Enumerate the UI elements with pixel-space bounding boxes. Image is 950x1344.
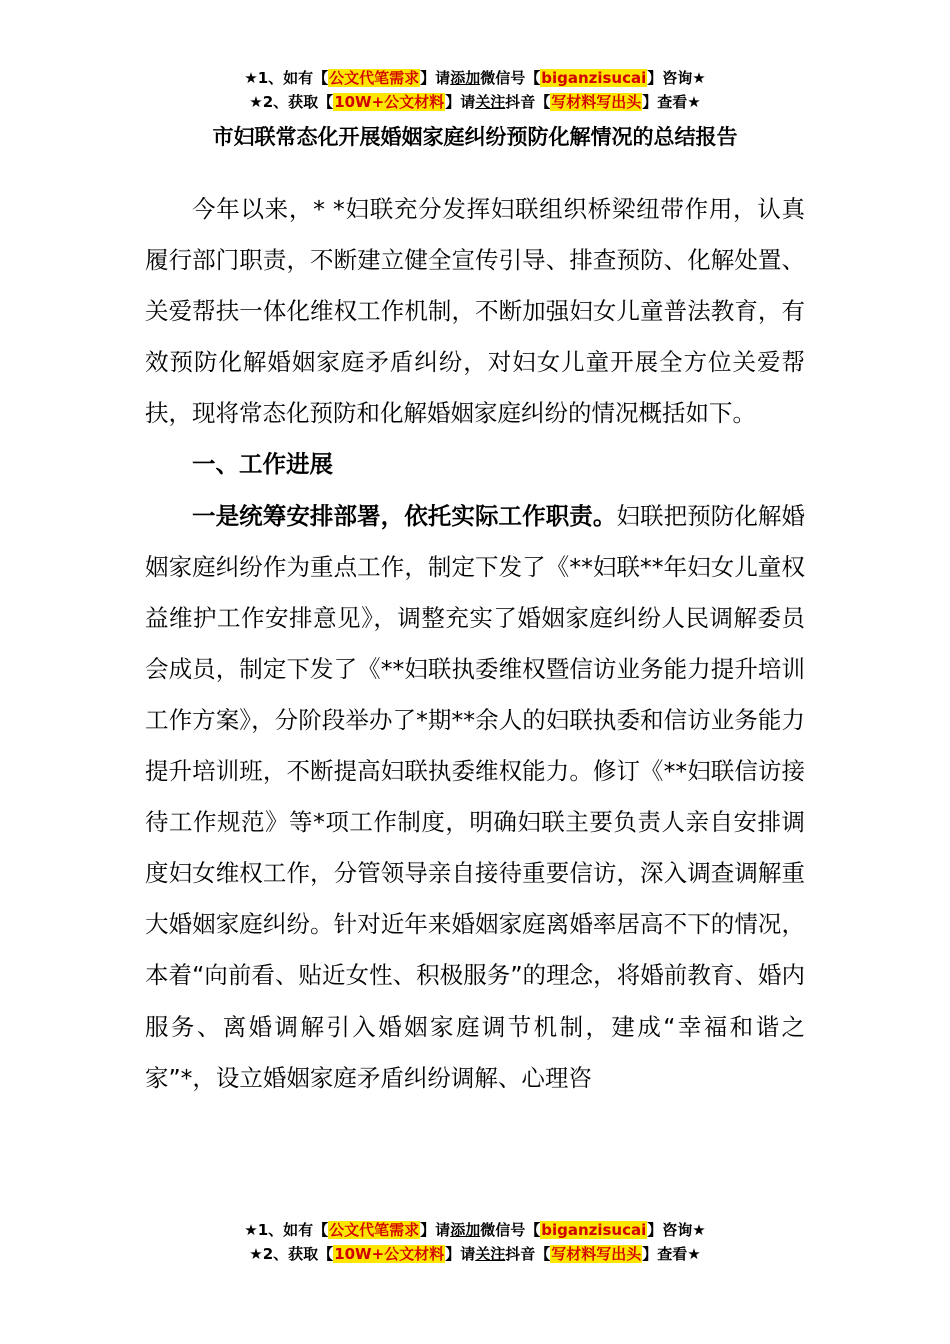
banner-line-1 [0,66,950,90]
banner-line-1 [0,1218,950,1242]
banner-text: 】查看★ [642,93,701,111]
banner-highlight: 10W+公文材料 [334,93,445,111]
banner-highlight: biganzisucai [541,1221,647,1239]
banner-text: 】咨询★ [647,69,706,87]
point-lead: 一是统筹安排部署，依托实际工作职责。 [192,501,617,530]
banner-text: 】请 [445,1245,476,1263]
banner-text: 】请 [420,1221,451,1239]
section-heading: 一、工作进展 [192,450,333,479]
document-body [145,184,805,1104]
banner-text: 抖音【 [505,1245,551,1263]
banner-line-2 [0,90,950,114]
banner-text: ★2、获取【 [249,93,334,111]
banner-highlight: 10W+公文材料 [334,1245,445,1263]
banner-underline: 添加 [450,1221,481,1239]
document-title: 市妇联常态化开展婚姻家庭纠纷预防化解情况的总结报告 [212,125,738,149]
banner-highlight: 写材料写出头 [551,93,642,111]
banner-text: ★1、如有【 [244,69,329,87]
point-paragraph [145,491,805,1104]
banner-highlight: 写材料写出头 [551,1245,642,1263]
banner-line-2 [0,1242,950,1266]
intro-paragraph: 今年以来，* *妇联充分发挥妇联组织桥梁纽带作用，认真履行部门职责，不断建立健全宣传引导、排查预防、化解处置、关爱帮扶一体化维权工作机制，不断加强妇女儿童普法教育，有效预防化解婚姻家庭矛盾纠纷，对妇女儿童开展全方位关爱帮扶，现将常态化预防和化解婚姻家庭纠纷的情况概括如下。 [145,195,805,428]
banner-text: 】请 [445,93,476,111]
banner-highlight: 公文代笔需求 [329,69,420,87]
banner-text: ★2、获取【 [249,1245,334,1263]
banner-underline: 关注 [475,93,506,111]
banner-highlight: biganzisucai [541,69,647,87]
banner-text: ★1、如有【 [244,1221,329,1239]
point-text: 妇联把预防化解婚姻家庭纠纷作为重点工作，制定下发了《**妇联**年妇女儿童权益维护工作安排意见》，调整充实了婚姻家庭纠纷人民调解委员会成员，制定下发了《**妇联执委维权暨信访业务能力提升培训工作方案》，分阶段举办了*期**余人的妇联执委和信访业务能力提升培训班，不断提高妇联执委维权能力。修订《**妇联信访接待工作规范》等*项工作制度，明确妇联主要负责人亲自安排调度妇女维权工作，分管领导亲自接待重要信访，深入调查调解重大婚姻家庭纠纷。针对近年来婚姻家庭离婚率居高不下的情况，本着“向前看、贴近女性、积极服务”的理念，将婚前教育、婚内服务、离婚调解引入婚姻家庭调节机制，建成“幸福和谐之家”*，设立婚姻家庭矛盾纠纷调解、心理咨 [145,501,806,1092]
banner-highlight: 公文代笔需求 [329,1221,420,1239]
banner-text: 】咨询★ [647,1221,706,1239]
top-banner [0,66,950,114]
banner-text: 微信号【 [480,1221,541,1239]
banner-underline: 添加 [450,69,481,87]
banner-text: 】查看★ [642,1245,701,1263]
banner-underline: 关注 [475,1245,506,1263]
banner-text: 微信号【 [480,69,541,87]
banner-text: 抖音【 [505,93,551,111]
banner-text: 】请 [420,69,451,87]
bottom-banner [0,1218,950,1266]
